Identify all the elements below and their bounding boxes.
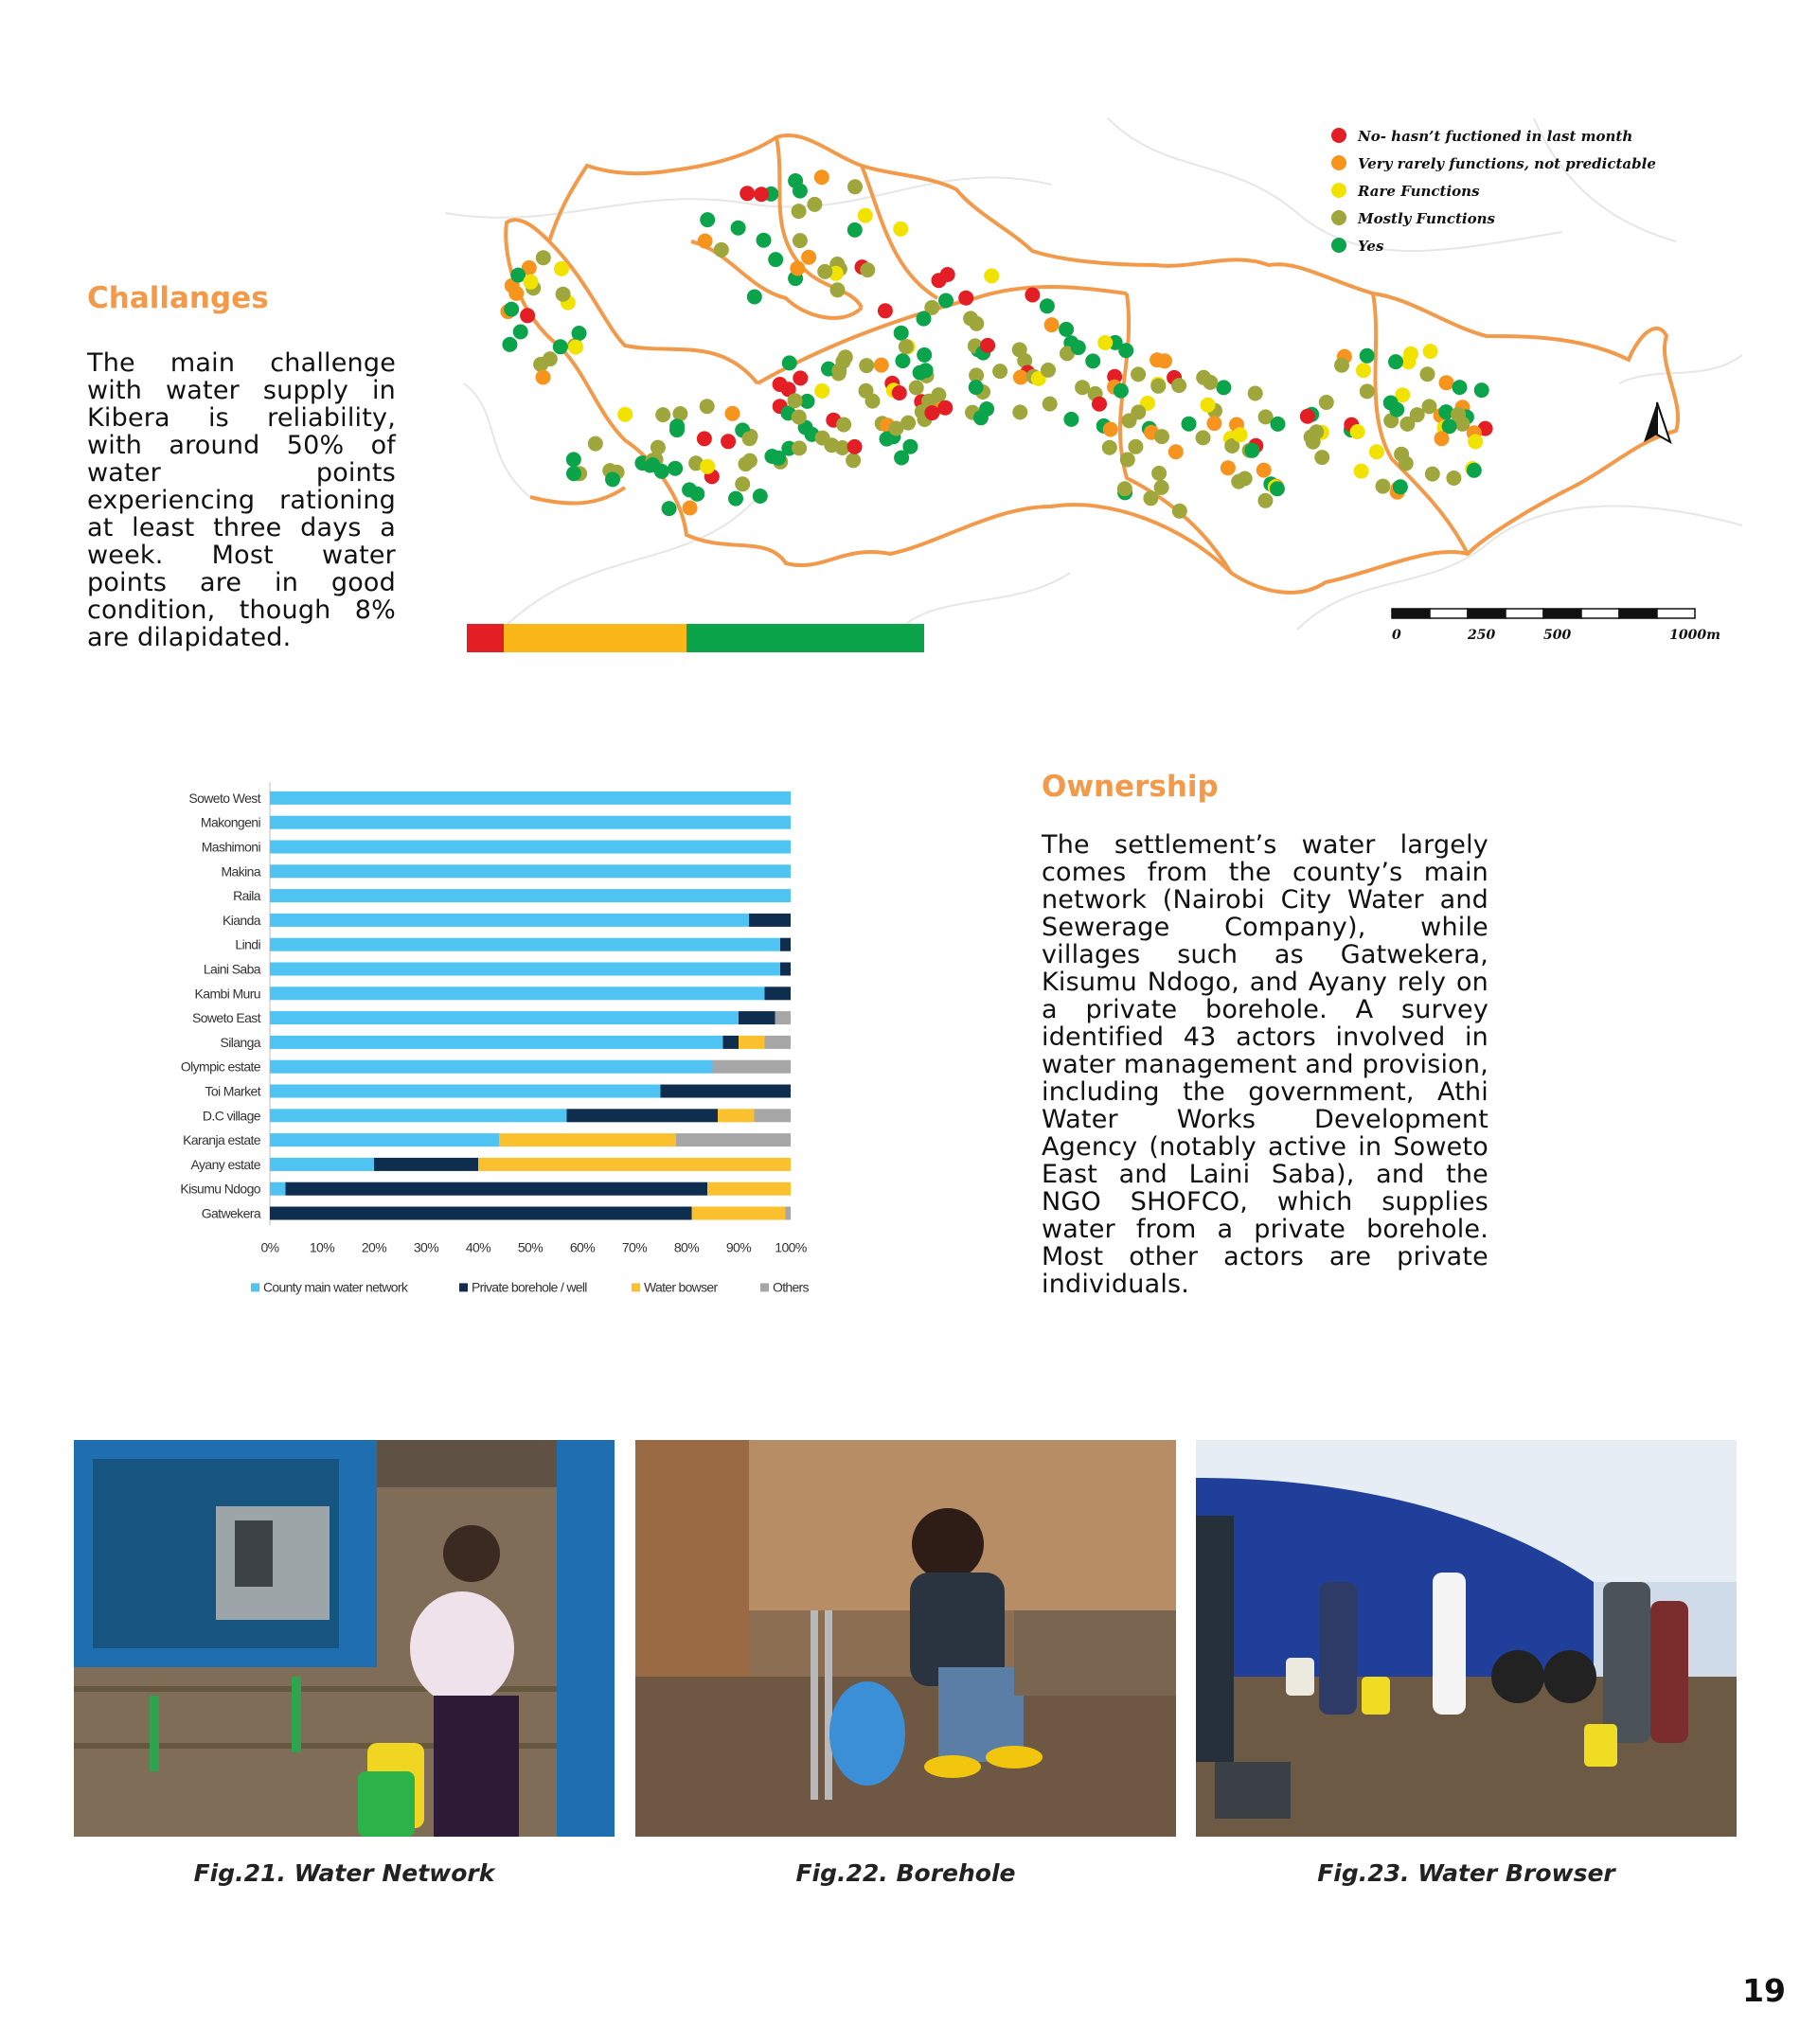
water-point-marker (617, 407, 633, 422)
x-tick-label: 90% (725, 1239, 752, 1255)
category-label: Kianda (223, 912, 260, 928)
water-point-marker (572, 326, 587, 341)
water-point-marker (917, 347, 932, 363)
water-point-marker (524, 275, 539, 290)
water-point-marker (502, 337, 517, 352)
water-point-marker (1063, 412, 1078, 427)
bar-segment (270, 914, 749, 927)
water-point-marker (1388, 354, 1403, 369)
water-point-marker (1085, 353, 1100, 368)
water-point-marker (668, 461, 683, 476)
scale-segment (1430, 609, 1468, 618)
water-point-marker (754, 187, 769, 202)
scale-bar (1392, 609, 1720, 639)
water-point-marker (1399, 417, 1415, 432)
water-point-marker (788, 173, 803, 188)
water-point-marker (683, 501, 698, 516)
water-point-marker (1154, 429, 1169, 444)
x-tick-label: 10% (309, 1239, 335, 1255)
water-point-marker (1270, 481, 1285, 496)
water-point-marker (1306, 435, 1321, 450)
legend-marker (1331, 210, 1346, 225)
category-label: Mashimoni (201, 839, 260, 855)
water-point-marker (979, 401, 994, 417)
water-point-marker (1446, 471, 1461, 486)
category-label: Kambi Muru (194, 986, 260, 1002)
water-point-marker (1097, 335, 1113, 350)
water-point-marker (792, 440, 807, 455)
category-label: Gatwekera (201, 1205, 260, 1221)
water-point-marker (859, 358, 874, 373)
photo-water-bowser (1196, 1440, 1737, 1837)
water-point-marker (1350, 424, 1365, 439)
category-label: Karanja estate (183, 1132, 260, 1148)
water-point-marker (725, 406, 740, 421)
water-point-marker (700, 399, 715, 414)
water-point-marker (814, 169, 829, 185)
water-point-marker (1271, 417, 1286, 432)
water-point-marker (888, 421, 903, 436)
water-point-marker (1257, 493, 1273, 508)
chart-legend-swatch (760, 1283, 769, 1291)
water-point-marker (937, 400, 953, 416)
category-label: Soweto East (192, 1010, 260, 1026)
water-point-marker (1013, 370, 1028, 385)
bar-segment (692, 1207, 786, 1220)
category-label: D.C village (202, 1108, 260, 1124)
water-point-marker (735, 476, 750, 491)
legend-marker (1331, 183, 1346, 198)
legend-label: Very rarely functions, not predictable (1358, 155, 1656, 172)
water-point-marker (846, 453, 861, 468)
bar-segment (780, 963, 791, 976)
category-label: Makongeni (200, 814, 260, 830)
water-point-marker (1151, 466, 1167, 481)
bar-segment (567, 1109, 719, 1122)
scale-label: 500 (1543, 628, 1572, 639)
water-point-marker (1393, 479, 1408, 494)
water-point-marker (865, 394, 881, 409)
bar-segment (499, 1133, 676, 1146)
bar-segment (765, 1036, 792, 1049)
water-point-marker (969, 380, 984, 395)
scale-segment (1506, 609, 1543, 618)
water-point-marker (831, 364, 847, 379)
water-point-marker (1131, 366, 1146, 382)
water-point-marker (874, 358, 889, 373)
reliability-segment-not-functioning (467, 624, 504, 652)
x-tick-label: 100% (775, 1239, 807, 1255)
water-point-marker (1319, 395, 1334, 410)
water-point-marker (1334, 358, 1349, 373)
bar-segment (270, 1182, 286, 1196)
legend-marker (1331, 155, 1346, 170)
water-point-marker (858, 208, 873, 223)
water-point-marker (757, 233, 772, 248)
category-label: Lindi (235, 936, 260, 952)
bar-segment (270, 986, 765, 1000)
figure-caption-water-browser: Fig.23. Water Browser (1317, 1859, 1615, 1887)
water-point-marker (1043, 397, 1058, 412)
water-point-marker (980, 338, 995, 353)
water-point-marker (940, 267, 955, 282)
chart-legend-label: Water bowser (644, 1279, 718, 1295)
chart-legend-swatch (251, 1283, 259, 1291)
water-point-marker (1389, 402, 1404, 418)
category-label: Raila (233, 888, 260, 904)
scale-label: 250 (1468, 628, 1496, 639)
water-point-marker (682, 482, 697, 497)
figure-caption-water-network: Fig.21. Water Network (193, 1859, 495, 1887)
chart-legend-swatch (632, 1283, 640, 1291)
bar-segment (270, 889, 791, 902)
scale-label: 0 (1392, 628, 1401, 639)
legend-label: Yes (1358, 238, 1384, 255)
water-point-marker (588, 436, 603, 452)
water-point-marker (1206, 416, 1221, 431)
category-label: Toi Market (205, 1083, 260, 1099)
bar-segment (713, 1060, 792, 1074)
water-point-marker (1376, 479, 1391, 494)
bar-segment (707, 1182, 791, 1196)
water-point-marker (895, 353, 910, 368)
water-point-marker (669, 418, 685, 434)
water-point-marker (1360, 383, 1375, 399)
water-point-marker (728, 491, 743, 507)
water-point-marker (1114, 383, 1129, 399)
water-point-marker (1356, 363, 1371, 378)
category-label: Ayany estate (190, 1156, 260, 1172)
legend-marker (1331, 238, 1346, 253)
water-point-marker (655, 407, 670, 422)
bar-segment (270, 791, 791, 805)
water-point-marker (1012, 342, 1027, 357)
x-tick-label: 80% (673, 1239, 700, 1255)
water-point-marker (731, 221, 746, 236)
water-point-marker (1075, 380, 1090, 395)
bar-segment (270, 1060, 713, 1074)
water-point-marker (992, 364, 1007, 379)
bar-segment (780, 938, 791, 951)
water-point-marker (536, 250, 551, 265)
water-point-marker (605, 471, 620, 487)
bar-segment (739, 1036, 765, 1049)
water-point-marker (1468, 435, 1483, 450)
water-point-marker (899, 339, 914, 354)
water-point-marker (771, 451, 786, 466)
x-tick-label: 50% (517, 1239, 544, 1255)
scale-segment (1657, 609, 1695, 618)
ownership-heading: Ownership (1042, 770, 1219, 804)
water-point-marker (792, 204, 807, 219)
water-point-marker (1244, 443, 1259, 458)
bar-segment (270, 841, 791, 854)
water-point-marker (554, 261, 569, 276)
bar-segment (786, 1207, 792, 1220)
water-point-marker (830, 282, 846, 297)
bar-segment (270, 963, 780, 976)
water-point-marker (1233, 427, 1248, 442)
water-point-marker (1439, 375, 1454, 390)
water-point-marker (1025, 288, 1040, 303)
water-point-marker (860, 262, 875, 277)
water-point-marker (566, 466, 581, 481)
water-point-marker (714, 242, 729, 258)
water-point-marker (556, 287, 571, 302)
water-point-marker (1171, 378, 1186, 393)
x-tick-label: 70% (621, 1239, 648, 1255)
bar-segment (661, 1085, 792, 1098)
water-point-marker (753, 489, 768, 504)
water-point-marker (1168, 444, 1184, 459)
water-point-marker (1394, 447, 1409, 462)
water-point-marker (892, 385, 907, 400)
water-point-marker (1467, 463, 1482, 478)
water-point-marker (1201, 398, 1216, 413)
water-point-marker (700, 459, 715, 474)
water-point-marker (1131, 404, 1146, 419)
water-point-marker (1203, 375, 1218, 390)
water-point-marker (782, 355, 797, 370)
water-point-marker (792, 410, 807, 425)
water-point-marker (1474, 382, 1489, 398)
legend-marker (1331, 128, 1346, 143)
photo-water-network (74, 1440, 615, 1837)
water-point-marker (793, 370, 808, 385)
water-point-marker (1143, 490, 1158, 506)
legend-label: Mostly Functions (1358, 210, 1495, 227)
bar-segment (270, 1158, 374, 1171)
water-point-marker (1041, 363, 1056, 378)
bar-segment (775, 1011, 792, 1024)
x-tick-label: 60% (569, 1239, 596, 1255)
water-point-marker (793, 233, 808, 248)
water-point-marker (847, 179, 863, 194)
figure-caption-borehole: Fig.22. Borehole (795, 1859, 1016, 1887)
water-point-marker (1150, 352, 1165, 367)
water-point-marker (807, 197, 822, 212)
water-point-map (445, 99, 1752, 639)
scale-segment (1619, 609, 1657, 618)
water-point-marker (1451, 407, 1466, 422)
category-label: Makina (221, 863, 260, 880)
water-point-marker (1120, 453, 1135, 468)
water-point-marker (721, 434, 736, 449)
chart-legend-label: Others (773, 1279, 809, 1295)
bar-segment (270, 1109, 567, 1122)
water-point-marker (543, 351, 558, 366)
water-point-marker (788, 393, 803, 408)
water-point-marker (1102, 440, 1117, 455)
water-point-marker (1059, 322, 1074, 337)
water-point-marker (508, 286, 524, 301)
water-point-marker (1044, 317, 1060, 332)
water-point-marker (1103, 422, 1118, 437)
water-point-marker (742, 453, 758, 469)
bar-segment (270, 1207, 692, 1220)
challenges-heading: Challanges (87, 281, 269, 315)
bar-segment (676, 1133, 791, 1146)
bar-segment (478, 1158, 791, 1171)
challenges-paragraph: The main challenge with water supply in Kibera is reliability, with around 50% of water points experiencing rationing at least three days a week. Most water points are in good condition, though 8% are dilapidated. (87, 348, 396, 652)
legend-label: No- hasn’t fuctioned in last month (1358, 128, 1633, 145)
water-point-marker (836, 418, 851, 433)
water-point-marker (894, 451, 909, 466)
scale-segment (1468, 609, 1506, 618)
bar-segment (270, 1133, 499, 1146)
water-point-marker (838, 349, 853, 364)
category-label: Kisumu Ndogo (180, 1181, 260, 1197)
page-number: 19 (1742, 1972, 1786, 2009)
water-point-marker (1369, 444, 1384, 459)
x-tick-label: 20% (361, 1239, 387, 1255)
water-point-marker (536, 370, 551, 385)
x-tick-label: 0% (260, 1239, 279, 1255)
water-point-marker (645, 457, 660, 472)
bar-segment (749, 914, 791, 927)
water-source-chart (133, 776, 852, 1306)
water-point-marker (1216, 380, 1231, 395)
water-point-marker (817, 264, 832, 279)
photo-borehole (635, 1440, 1176, 1837)
water-point-marker (1425, 467, 1440, 482)
water-point-marker (924, 405, 939, 420)
water-point-marker (1128, 439, 1143, 454)
reliability-share-bar (467, 624, 924, 652)
water-point-marker (520, 308, 535, 323)
water-point-marker (893, 222, 908, 237)
water-point-marker (513, 325, 528, 340)
scale-segment (1581, 609, 1619, 618)
scale-segment (1543, 609, 1581, 618)
water-point-marker (878, 303, 893, 318)
water-point-marker (1453, 380, 1468, 395)
water-point-marker (1117, 481, 1132, 496)
water-point-marker (913, 365, 928, 381)
bar-segment (270, 1085, 661, 1098)
bar-segment (270, 938, 780, 951)
water-point-marker (651, 440, 666, 455)
bar-segment (739, 1011, 775, 1024)
map-background-streets (445, 118, 1742, 630)
ownership-paragraph: The settlement’s water largely comes from the county’s main network (Nairobi City Water and Sewerage Company), while villages such as Gatwekera, Kisumu Ndogo, and Ayany rely on a private borehole. A survey identified 43 actors involved in water management and provision, including the government, Athi Water Works Development Agency (notably active in Soweto East and Laini Saba), and the NGO SHOFCO, which supplies water from a private borehole. Most other actors are private individuals. (1042, 830, 1488, 1299)
legend-label: Rare Functions (1358, 183, 1480, 200)
water-point-marker (790, 261, 805, 276)
water-point-marker (1422, 399, 1437, 414)
water-point-marker (697, 431, 712, 446)
water-point-marker (768, 252, 783, 267)
water-point-marker (1154, 480, 1169, 495)
water-point-marker (747, 290, 762, 305)
water-point-marker (700, 212, 715, 227)
water-point-marker (958, 291, 973, 306)
x-tick-label: 30% (413, 1239, 439, 1255)
bar-segment (270, 1036, 723, 1049)
water-point-marker (847, 222, 863, 238)
water-point-marker (1172, 504, 1187, 519)
chart-legend-label: County main water network (263, 1279, 408, 1295)
scale-label: 1000m (1669, 628, 1720, 639)
water-point-marker (1360, 348, 1375, 364)
bar-segment (286, 1182, 708, 1196)
x-tick-label: 40% (465, 1239, 491, 1255)
water-point-marker (1012, 404, 1027, 419)
water-point-marker (1196, 430, 1211, 445)
bar-segment (270, 864, 791, 878)
water-point-marker (740, 186, 755, 201)
water-point-marker (909, 381, 924, 396)
water-point-marker (938, 293, 954, 309)
bar-segment (755, 1109, 792, 1122)
category-label: Olympic estate (180, 1058, 260, 1075)
chart-legend-swatch (459, 1283, 468, 1291)
reliability-segment-rationing (504, 624, 686, 652)
water-point-marker (917, 311, 932, 327)
water-point-marker (742, 431, 758, 446)
water-point-marker (698, 234, 713, 249)
water-point-marker (894, 326, 909, 341)
bar-segment (270, 816, 791, 829)
water-point-marker (1423, 344, 1438, 359)
water-point-marker (814, 383, 829, 399)
water-point-marker (1420, 366, 1435, 382)
water-point-marker (773, 377, 788, 392)
bar-segment (765, 986, 792, 1000)
water-point-marker (847, 439, 863, 454)
water-point-marker (1231, 474, 1246, 489)
water-point-marker (1118, 343, 1133, 358)
category-label: Soweto West (188, 790, 260, 806)
bar-segment (723, 1036, 740, 1049)
water-point-marker (1403, 347, 1418, 362)
water-point-marker (1314, 450, 1329, 465)
water-point-marker (1221, 460, 1236, 475)
water-point-marker (568, 340, 583, 355)
water-point-marker (1354, 464, 1369, 479)
category-label: Laini Saba (203, 961, 260, 977)
water-point-marker (1092, 397, 1107, 412)
bar-segment (374, 1158, 478, 1171)
scale-segment (1392, 609, 1430, 618)
water-point-marker (1150, 379, 1166, 394)
water-point-marker (984, 268, 999, 283)
water-point-marker (1300, 409, 1315, 424)
water-point-marker (566, 452, 581, 467)
water-point-marker (1040, 298, 1055, 313)
water-point-marker (801, 250, 816, 265)
water-point-marker (662, 501, 677, 516)
category-label: Silanga (220, 1034, 260, 1050)
water-point-marker (1248, 386, 1263, 401)
water-point-marker (1182, 417, 1197, 432)
water-point-marker (504, 302, 519, 317)
water-point-marker (1257, 463, 1272, 478)
water-point-marker (553, 339, 568, 354)
water-point-marker (969, 316, 984, 331)
water-point-marker (1435, 431, 1450, 446)
map-legend (1331, 128, 1656, 255)
bar-segment (270, 1011, 739, 1024)
water-point-marker (815, 431, 830, 446)
water-point-marker (1071, 340, 1086, 355)
reliability-segment-functioning (686, 624, 924, 652)
bar-segment (718, 1109, 755, 1122)
chart-legend-label: Private borehole / well (472, 1279, 587, 1295)
